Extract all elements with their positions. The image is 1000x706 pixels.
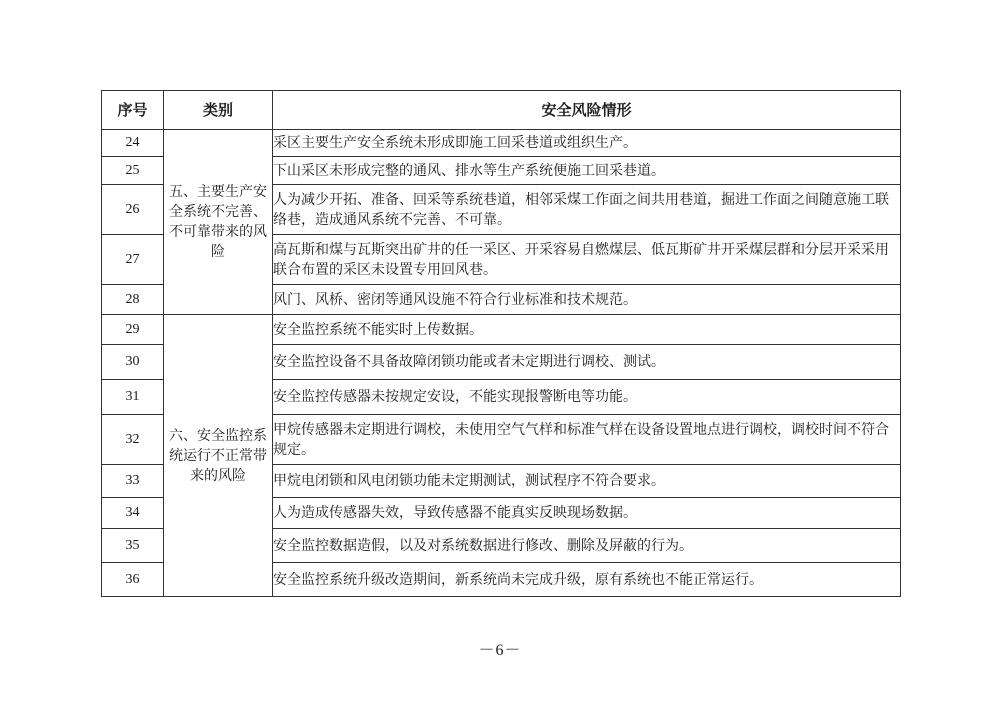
row-description: 采区主要生产安全系统未形成即施工回采巷道或组织生产。 (273, 130, 901, 157)
header-num: 序号 (102, 91, 164, 130)
page-number: －6－ (478, 642, 522, 659)
row-number: 27 (102, 235, 164, 285)
row-number: 26 (102, 185, 164, 235)
row-description: 人为造成传感器失效，导致传感器不能真实反映现场数据。 (273, 498, 901, 529)
row-number: 29 (102, 315, 164, 345)
row-description: 下山采区未形成完整的通风、排水等生产系统便施工回采巷道。 (273, 157, 901, 185)
row-description: 甲烷电闭锁和风电闭锁功能未定期测试，测试程序不符合要求。 (273, 465, 901, 498)
row-number: 28 (102, 285, 164, 315)
row-description: 甲烷传感器未定期进行调校，未使用空气气样和标准气样在设备设置地点进行调校，调校时间不符合规定。 (273, 415, 901, 465)
row-number: 25 (102, 157, 164, 185)
category-cell: 六、安全监控系统运行不正常带来的风险 (164, 315, 273, 597)
row-description: 安全监控系统升级改造期间，新系统尚未完成升级，原有系统也不能正常运行。 (273, 563, 901, 597)
row-number: 32 (102, 415, 164, 465)
row-number: 34 (102, 498, 164, 529)
row-description: 安全监控传感器未按规定安设，不能实现报警断电等功能。 (273, 380, 901, 415)
row-number: 31 (102, 380, 164, 415)
row-number: 24 (102, 130, 164, 157)
table-row (102, 130, 901, 157)
row-description: 风门、风桥、密闭等通风设施不符合行业标准和技术规范。 (273, 285, 901, 315)
row-description: 安全监控设备不具备故障闭锁功能或者未定期进行调校、测试。 (273, 345, 901, 380)
row-description: 人为减少开拓、准备、回采等系统巷道，相邻采煤工作面之间共用巷道，掘进工作面之间随意施工联络巷，造成通风系统不完善、不可靠。 (273, 185, 901, 235)
row-description: 安全监控系统不能实时上传数据。 (273, 315, 901, 345)
header-description: 安全风险情形 (273, 91, 901, 130)
header-row (102, 91, 901, 130)
header-category: 类别 (164, 91, 273, 130)
row-number: 33 (102, 465, 164, 498)
category-cell: 五、主要生产安全系统不完善、不可靠带来的风险 (164, 130, 273, 315)
row-description: 安全监控数据造假，以及对系统数据进行修改、删除及屏蔽的行为。 (273, 529, 901, 563)
row-number: 36 (102, 563, 164, 597)
row-description: 高瓦斯和煤与瓦斯突出矿井的任一采区、开采容易自燃煤层、低瓦斯矿井开采煤层群和分层开采采用联合布置的采区未设置专用回风巷。 (273, 235, 901, 285)
table-row (102, 315, 901, 345)
row-number: 30 (102, 345, 164, 380)
risk-table (101, 90, 901, 597)
row-number: 35 (102, 529, 164, 563)
